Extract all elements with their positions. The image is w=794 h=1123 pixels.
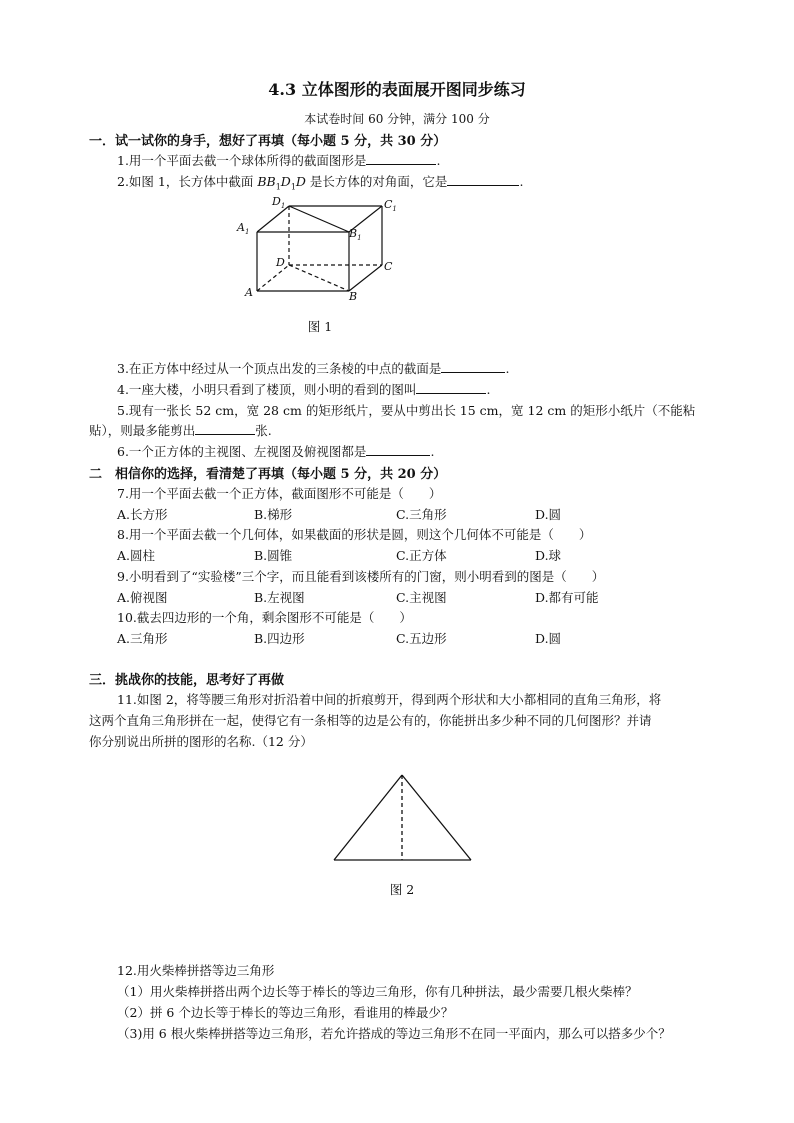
triangle-right-side xyxy=(402,775,471,860)
label-a: A xyxy=(245,286,253,299)
question-6: 6.一个正方体的主视图、左视图及俯视图都是 . xyxy=(117,444,435,459)
q8-option-d[interactable]: D.球 xyxy=(535,548,562,563)
q8-option-b[interactable]: B.圆锥 xyxy=(254,548,293,563)
q10-option-a[interactable]: A.三角形 xyxy=(117,631,168,646)
answer-blank-5[interactable] xyxy=(195,422,255,435)
q9-option-b[interactable]: B.左视图 xyxy=(254,590,305,605)
question-3: 3.在正方体中经过从一个顶点出发的三条棱的中点的截面是 . xyxy=(117,361,510,376)
edge-d1b1 xyxy=(289,206,349,232)
answer-blank-4[interactable] xyxy=(416,381,486,394)
question-7: 7.用一个平面去截一个正方体，截面图形不可能是（ ） xyxy=(117,486,442,501)
figure-1-cuboid xyxy=(232,192,400,304)
question-2: 2.如图 1，长方体中截面 $BB_1D_1D$ 是长方体的对角面，它是 . xyxy=(117,174,524,192)
question-12-part-2: （2）拼 6 个边长等于棒长的等边三角形，看谁用的棒最少？ xyxy=(117,1005,454,1020)
question-11-line-2: 这两个直角三角形拼在一起，使得它有一条相等的边是公有的，你能拼出多少种不同的几何图形？并请 xyxy=(89,713,652,728)
question-4: 4.一座大楼，小明只看到了楼顶，则小明的看到的图叫 . xyxy=(117,382,491,397)
question-8: 8.用一个平面去截一个几何体，如果截面的形状是圆，则这个几何体不可能是（ ） xyxy=(117,527,592,542)
label-b: B xyxy=(349,290,358,303)
section-1-heading: 一．试一试你的身手，想好了再填（每小题 5 分，共 30 分） xyxy=(89,134,447,149)
q10-option-b[interactable]: B.四边形 xyxy=(254,631,305,646)
q8-option-a[interactable]: A.圆柱 xyxy=(117,548,156,563)
q10-option-c[interactable]: C.五边形 xyxy=(396,631,447,646)
edge-db xyxy=(289,265,349,291)
q10-option-d[interactable]: D.圆 xyxy=(535,631,562,646)
question-12-part-1: （1）用火柴棒拼搭出两个边长等于棒长的等边三角形，你有几种拼法，最少需要几根火柴棒？ xyxy=(117,984,638,999)
question-11-line-3: 你分别说出所拼的图形的名称.（12 分） xyxy=(89,734,313,749)
q9-option-a[interactable]: A.俯视图 xyxy=(117,590,168,605)
question-10: 10.截去四边形的一个角，剩余图形不可能是（ ） xyxy=(117,610,412,625)
label-c: C xyxy=(384,260,393,273)
figure-1-caption: 图 1 xyxy=(307,319,333,334)
answer-blank-2[interactable] xyxy=(447,173,519,186)
figure-2-caption: 图 2 xyxy=(389,882,415,897)
question-12-part-3: （3)用 6 根火柴棒拼搭等边三角形，若允许搭成的等边三角形不在同一平面内，那么可以搭多少个？ xyxy=(117,1026,671,1041)
q7-option-c[interactable]: C.三角形 xyxy=(396,507,447,522)
edge-bc xyxy=(349,265,382,291)
label-d: D xyxy=(276,256,285,269)
q7-option-b[interactable]: B.梯形 xyxy=(254,507,293,522)
question-11-line-1: 11.如图 2，将等腰三角形对折沿着中间的折痕剪开，得到两个形状和大小都相同的直角三角形，将 xyxy=(117,692,662,707)
triangle-left-side xyxy=(334,775,402,860)
question-5-line-2: 贴），则最多能剪出 张. xyxy=(89,423,272,438)
cuboid-diagram xyxy=(232,192,400,304)
label-b1: $B_1$ xyxy=(349,227,362,242)
q8-option-c[interactable]: C.正方体 xyxy=(396,548,447,563)
label-a1: $A_1$ xyxy=(237,221,250,236)
q7-option-d[interactable]: D.圆 xyxy=(535,507,562,522)
question-1: 1.用一个平面去截一个球体所得的截面图形是 . xyxy=(117,153,441,168)
question-12: 12.用火柴棒拼搭等边三角形 xyxy=(117,963,275,978)
answer-blank-3[interactable] xyxy=(441,360,505,373)
figure-2-triangle xyxy=(332,772,473,863)
answer-blank-1[interactable] xyxy=(366,152,436,165)
q7-option-a[interactable]: A.长方形 xyxy=(117,507,168,522)
label-c1: $C_1$ xyxy=(384,198,397,213)
page-title: 4.3 立体图形的表面展开图同步练习 xyxy=(268,80,526,99)
label-d1: $D_1$ xyxy=(272,195,286,210)
section-3-heading: 三．挑战你的技能，思考好了再做 xyxy=(89,673,285,688)
triangle-diagram xyxy=(332,772,473,863)
question-5-line-1: 5.现有一张长 52 cm，宽 28 cm 的矩形纸片，要从中剪出长 15 cm，宽 12 cm 的矩形小纸片（不能粘 xyxy=(117,403,696,418)
q9-option-d[interactable]: D.都有可能 xyxy=(535,590,599,605)
exam-info: 本试卷时间 60 分钟，满分 100 分 xyxy=(304,112,490,126)
question-9: 9.小明看到了“实验楼”三个字，而且能看到该楼所有的门窗，则小明看到的图是（ ） xyxy=(117,569,605,584)
section-2-heading: 二 相信你的选择，看清楚了再填（每小题 5 分，共 20 分） xyxy=(89,467,447,482)
answer-blank-6[interactable] xyxy=(366,443,430,456)
q9-option-c[interactable]: C.主视图 xyxy=(396,590,447,605)
